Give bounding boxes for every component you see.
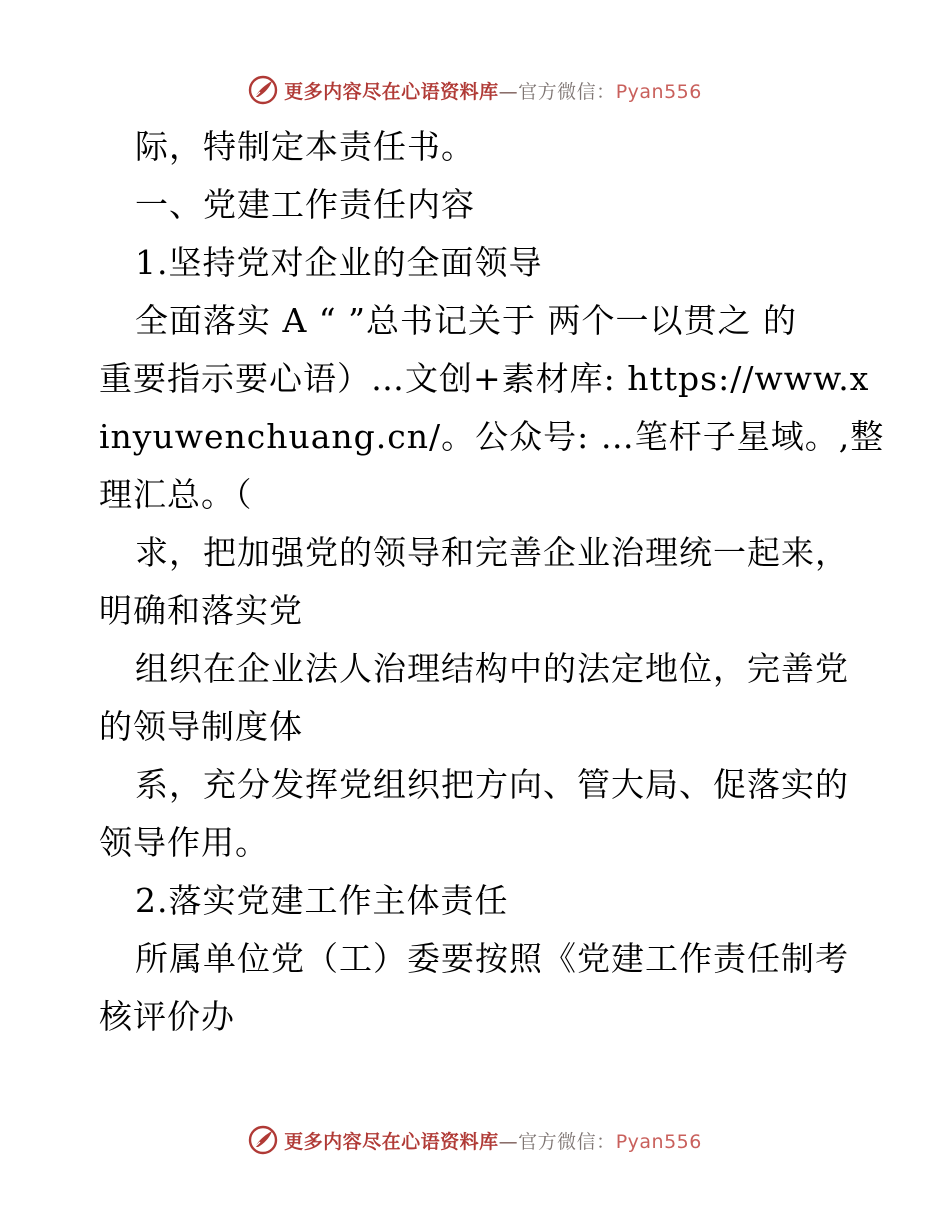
banner-main-text: 更多内容尽在心语资料库 (284, 1130, 499, 1153)
banner-wechat-label: 官方微信： (518, 1130, 616, 1153)
body-text-line: 全面落实 A “ ”总书记关于 两个一以贯之 的 (135, 301, 798, 340)
body-text-line: 系，充分发挥党组织把方向、管大局、促落实的 (135, 765, 849, 804)
body-text-line: 组织在企业法人治理结构中的法定地位，完善党 (135, 649, 849, 688)
body-text-line: 1.坚持党对企业的全面领导 (135, 243, 543, 282)
body-text-line: 重要指示要心语）…文创+素材库: https://www.x (99, 359, 870, 398)
banner-dash: — (498, 80, 519, 103)
banner-main-text: 更多内容尽在心语资料库 (284, 80, 499, 103)
banner-wechat-label: 官方微信： (518, 80, 616, 103)
quill-pen-logo-icon (248, 1125, 278, 1155)
body-text-line: 际，特制定本责任书。 (135, 127, 475, 166)
body-text-line: 一、党建工作责任内容 (135, 185, 475, 224)
footer-banner (0, 1120, 950, 1160)
banner-text (284, 1127, 702, 1154)
banner-wechat-id: Pyan556 (615, 80, 702, 103)
body-text-line: 求，把加强党的领导和完善企业治理统一起来， (135, 533, 849, 572)
body-text-line: 的领导制度体 (99, 707, 303, 746)
banner-wechat-id: Pyan556 (615, 1130, 702, 1153)
quill-pen-logo-icon (248, 75, 278, 105)
banner-text (284, 77, 702, 104)
banner-dash: — (498, 1130, 519, 1153)
document-body (99, 118, 885, 1046)
body-text-line: 领导作用。 (99, 823, 269, 862)
body-text-line: inyuwenchuang.cn/。公众号: …笔杆子星域。,整 (99, 417, 885, 456)
body-text-line: 明确和落实党 (99, 591, 303, 630)
header-banner (0, 70, 950, 110)
body-text-line: 理汇总。（ (99, 475, 253, 514)
body-text-line: 所属单位党（工）委要按照《党建工作责任制考 (135, 939, 849, 978)
body-text-line: 核评价办 (99, 997, 235, 1036)
body-text-line: 2.落实党建工作主体责任 (135, 881, 509, 920)
